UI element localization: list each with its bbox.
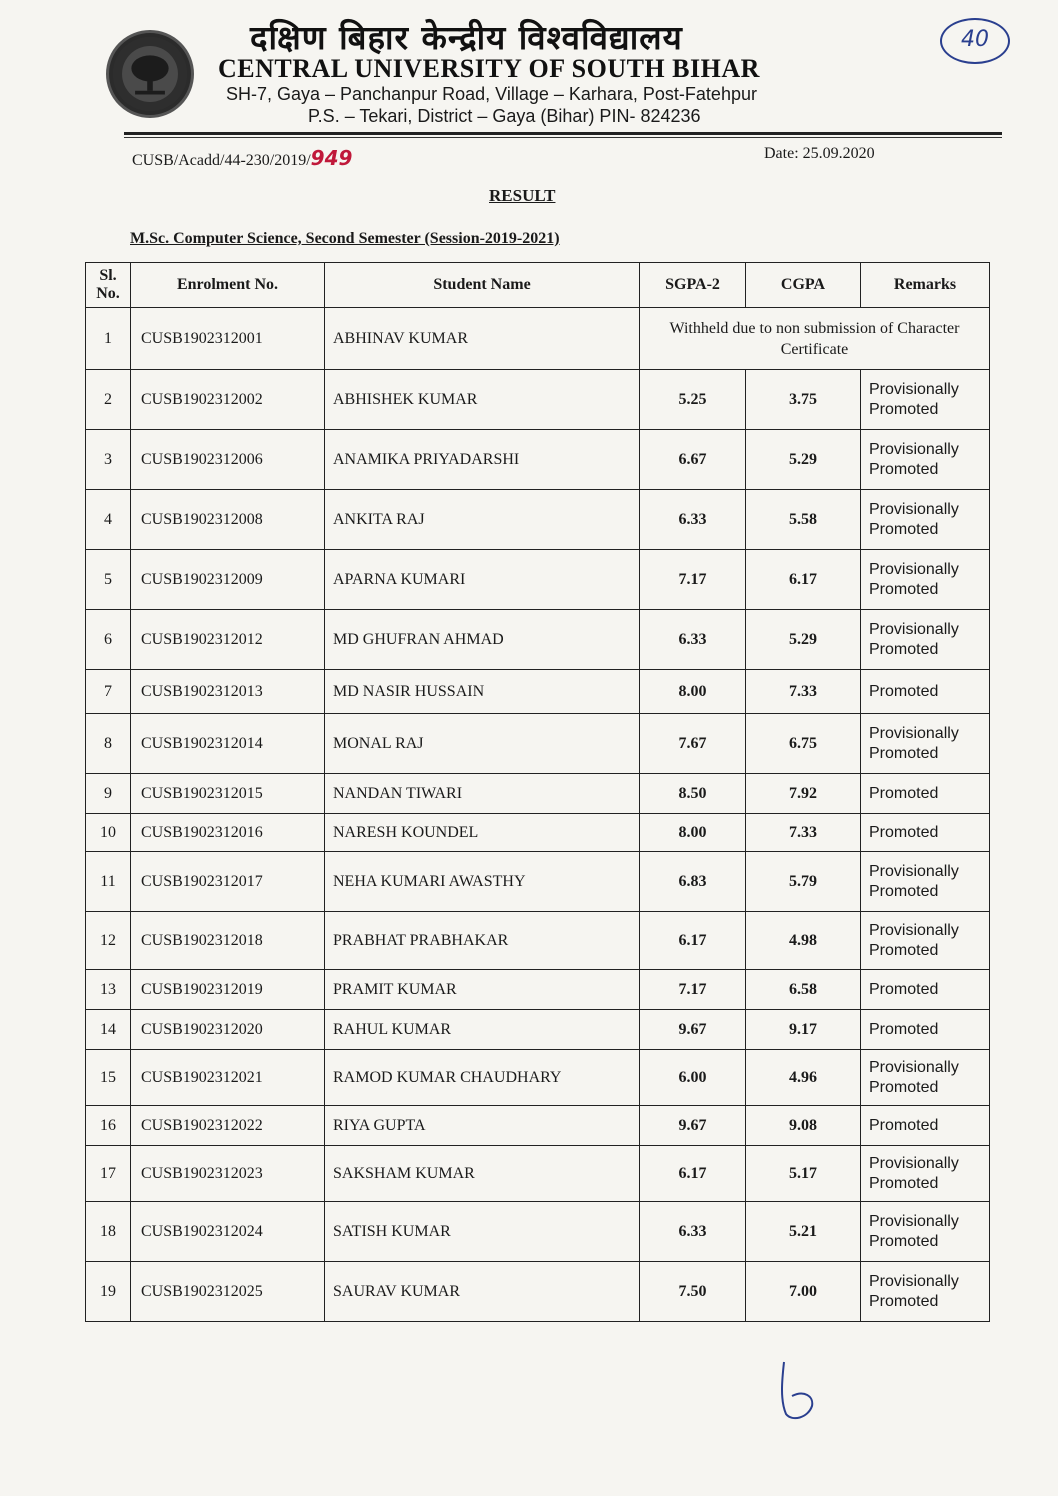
cell-sl: 13 <box>86 970 131 1010</box>
cell-student-name: ANAMIKA PRIYADARSHI <box>325 430 640 490</box>
cell-cgpa: 5.21 <box>746 1202 861 1262</box>
table-row <box>86 1050 990 1106</box>
reference-number <box>132 146 352 170</box>
cell-sl: 4 <box>86 490 131 550</box>
cell-enrolment: CUSB1902312009 <box>131 550 325 610</box>
course-heading: M.Sc. Computer Science, Second Semester (Session-2019-2021) <box>130 230 560 247</box>
cell-student-name: NANDAN TIWARI <box>325 774 640 814</box>
address-line-2: P.S. – Tekari, District – Gaya (Bihar) PIN- 824236 <box>308 106 701 126</box>
cell-sgpa: 6.67 <box>640 430 746 490</box>
table-row <box>86 912 990 970</box>
cell-cgpa: 4.96 <box>746 1050 861 1106</box>
cell-student-name: NEHA KUMARI AWASTHY <box>325 852 640 912</box>
cell-enrolment: CUSB1902312019 <box>131 970 325 1010</box>
cell-remarks: Provisionally Promoted <box>861 610 990 670</box>
cell-cgpa: 4.98 <box>746 912 861 970</box>
table-row <box>86 490 990 550</box>
cell-remarks: Provisionally Promoted <box>861 1202 990 1262</box>
cell-sgpa: 7.17 <box>640 550 746 610</box>
cell-enrolment: CUSB1902312002 <box>131 370 325 430</box>
col-header-sl: Sl. No. <box>86 263 131 308</box>
cell-cgpa: 6.17 <box>746 550 861 610</box>
cell-withheld-note: Withheld due to non submission of Character Certificate <box>640 308 990 370</box>
table-row <box>86 430 990 490</box>
cell-sgpa: 9.67 <box>640 1010 746 1050</box>
cell-remarks: Promoted <box>861 814 990 852</box>
cell-student-name: RAHUL KUMAR <box>325 1010 640 1050</box>
cell-sl: 14 <box>86 1010 131 1050</box>
cell-cgpa: 6.58 <box>746 970 861 1010</box>
cell-student-name: MD GHUFRAN AHMAD <box>325 610 640 670</box>
cell-sl: 19 <box>86 1262 131 1322</box>
header-rule-thin <box>124 137 1002 138</box>
table-row <box>86 814 990 852</box>
cell-sgpa: 6.33 <box>640 610 746 670</box>
cell-sl: 11 <box>86 852 131 912</box>
cell-student-name: RAMOD KUMAR CHAUDHARY <box>325 1050 640 1106</box>
cell-remarks: Promoted <box>861 774 990 814</box>
cell-cgpa: 5.79 <box>746 852 861 912</box>
cell-sl: 15 <box>86 1050 131 1106</box>
page-number: 40 <box>940 18 1010 64</box>
cell-sl: 5 <box>86 550 131 610</box>
cell-student-name: RIYA GUPTA <box>325 1106 640 1146</box>
cell-cgpa: 7.00 <box>746 1262 861 1322</box>
cell-sgpa: 7.50 <box>640 1262 746 1322</box>
cell-sgpa: 7.67 <box>640 714 746 774</box>
reference-handwritten-number: 949 <box>310 146 353 170</box>
cell-remarks: Provisionally Promoted <box>861 370 990 430</box>
cell-cgpa: 7.92 <box>746 774 861 814</box>
cell-sl: 3 <box>86 430 131 490</box>
cell-student-name: PRABHAT PRABHAKAR <box>325 912 640 970</box>
cell-student-name: PRAMIT KUMAR <box>325 970 640 1010</box>
cell-student-name: SAURAV KUMAR <box>325 1262 640 1322</box>
document-date: Date: 25.09.2020 <box>764 145 875 162</box>
cell-enrolment: CUSB1902312012 <box>131 610 325 670</box>
cell-cgpa: 9.08 <box>746 1106 861 1146</box>
cell-sl: 2 <box>86 370 131 430</box>
cell-cgpa: 7.33 <box>746 670 861 714</box>
cell-cgpa: 5.29 <box>746 430 861 490</box>
cell-enrolment: CUSB1902312021 <box>131 1050 325 1106</box>
table-row <box>86 1146 990 1202</box>
cell-enrolment: CUSB1902312015 <box>131 774 325 814</box>
cell-remarks: Provisionally Promoted <box>861 1146 990 1202</box>
cell-student-name: MD NASIR HUSSAIN <box>325 670 640 714</box>
cell-enrolment: CUSB1902312001 <box>131 308 325 370</box>
cell-remarks: Provisionally Promoted <box>861 852 990 912</box>
cell-sgpa: 6.83 <box>640 852 746 912</box>
cell-student-name: ANKITA RAJ <box>325 490 640 550</box>
cell-sgpa: 6.17 <box>640 1146 746 1202</box>
cell-student-name: ABHISHEK KUMAR <box>325 370 640 430</box>
table-row <box>86 1262 990 1322</box>
cell-remarks: Provisionally Promoted <box>861 550 990 610</box>
cell-remarks: Provisionally Promoted <box>861 1262 990 1322</box>
handwritten-mark <box>778 1360 818 1422</box>
cell-sgpa: 8.00 <box>640 814 746 852</box>
cell-sl: 10 <box>86 814 131 852</box>
cell-sgpa: 5.25 <box>640 370 746 430</box>
col-header-name: Student Name <box>325 263 640 308</box>
col-header-sgpa: SGPA-2 <box>640 263 746 308</box>
cell-remarks: Provisionally Promoted <box>861 912 990 970</box>
university-logo <box>106 30 194 118</box>
cell-remarks: Provisionally Promoted <box>861 430 990 490</box>
table-row <box>86 774 990 814</box>
cell-sl: 7 <box>86 670 131 714</box>
cell-sl: 16 <box>86 1106 131 1146</box>
cell-enrolment: CUSB1902312023 <box>131 1146 325 1202</box>
cell-enrolment: CUSB1902312013 <box>131 670 325 714</box>
cell-enrolment: CUSB1902312020 <box>131 1010 325 1050</box>
cell-sl: 1 <box>86 308 131 370</box>
cell-enrolment: CUSB1902312014 <box>131 714 325 774</box>
cell-student-name: APARNA KUMARI <box>325 550 640 610</box>
cell-sgpa: 9.67 <box>640 1106 746 1146</box>
cell-sgpa: 6.17 <box>640 912 746 970</box>
cell-sl: 8 <box>86 714 131 774</box>
table-row <box>86 852 990 912</box>
cell-cgpa: 5.29 <box>746 610 861 670</box>
hindi-title: दक्षिण बिहार केन्द्रीय विश्वविद्यालय <box>250 18 683 57</box>
cell-student-name: ABHINAV KUMAR <box>325 308 640 370</box>
cell-remarks: Promoted <box>861 1010 990 1050</box>
cell-remarks: Provisionally Promoted <box>861 1050 990 1106</box>
cell-enrolment: CUSB1902312022 <box>131 1106 325 1146</box>
table-row <box>86 610 990 670</box>
cell-sgpa: 6.33 <box>640 1202 746 1262</box>
cell-enrolment: CUSB1902312008 <box>131 490 325 550</box>
cell-cgpa: 7.33 <box>746 814 861 852</box>
table-row <box>86 714 990 774</box>
result-table <box>85 262 990 1322</box>
cell-student-name: SATISH KUMAR <box>325 1202 640 1262</box>
table-row <box>86 550 990 610</box>
cell-sl: 17 <box>86 1146 131 1202</box>
cell-student-name: SAKSHAM KUMAR <box>325 1146 640 1202</box>
cell-enrolment: CUSB1902312017 <box>131 852 325 912</box>
cell-cgpa: 6.75 <box>746 714 861 774</box>
cell-student-name: NARESH KOUNDEL <box>325 814 640 852</box>
cell-sl: 12 <box>86 912 131 970</box>
cell-enrolment: CUSB1902312018 <box>131 912 325 970</box>
cell-remarks: Provisionally Promoted <box>861 490 990 550</box>
cell-remarks: Provisionally Promoted <box>861 714 990 774</box>
cell-cgpa: 9.17 <box>746 1010 861 1050</box>
cell-sl: 18 <box>86 1202 131 1262</box>
cell-student-name: MONAL RAJ <box>325 714 640 774</box>
cell-remarks: Promoted <box>861 1106 990 1146</box>
col-header-cgpa: CGPA <box>746 263 861 308</box>
col-header-remarks: Remarks <box>861 263 990 308</box>
table-row <box>86 970 990 1010</box>
reference-prefix: CUSB/Acadd/44-230/2019/ <box>132 152 311 169</box>
result-heading: RESULT <box>489 186 556 205</box>
table-row <box>86 670 990 714</box>
cell-cgpa: 5.17 <box>746 1146 861 1202</box>
table-header-row <box>86 263 990 308</box>
table-row <box>86 370 990 430</box>
cell-remarks: Promoted <box>861 670 990 714</box>
table-row <box>86 308 990 370</box>
cell-sgpa: 8.50 <box>640 774 746 814</box>
cell-sgpa: 6.33 <box>640 490 746 550</box>
cell-sl: 9 <box>86 774 131 814</box>
english-title: CENTRAL UNIVERSITY OF SOUTH BIHAR <box>218 54 760 83</box>
cell-sgpa: 8.00 <box>640 670 746 714</box>
table-row <box>86 1202 990 1262</box>
cell-remarks: Promoted <box>861 970 990 1010</box>
cell-enrolment: CUSB1902312006 <box>131 430 325 490</box>
cell-enrolment: CUSB1902312016 <box>131 814 325 852</box>
address-line-1: SH-7, Gaya – Panchanpur Road, Village – Karhara, Post-Fatehpur <box>226 84 757 104</box>
col-header-enrolment: Enrolment No. <box>131 263 325 308</box>
cell-enrolment: CUSB1902312025 <box>131 1262 325 1322</box>
cell-enrolment: CUSB1902312024 <box>131 1202 325 1262</box>
cell-cgpa: 3.75 <box>746 370 861 430</box>
cell-sgpa: 6.00 <box>640 1050 746 1106</box>
header-rule <box>124 132 1002 135</box>
table-row <box>86 1010 990 1050</box>
cell-sgpa: 7.17 <box>640 970 746 1010</box>
cell-sl: 6 <box>86 610 131 670</box>
cell-cgpa: 5.58 <box>746 490 861 550</box>
table-row <box>86 1106 990 1146</box>
